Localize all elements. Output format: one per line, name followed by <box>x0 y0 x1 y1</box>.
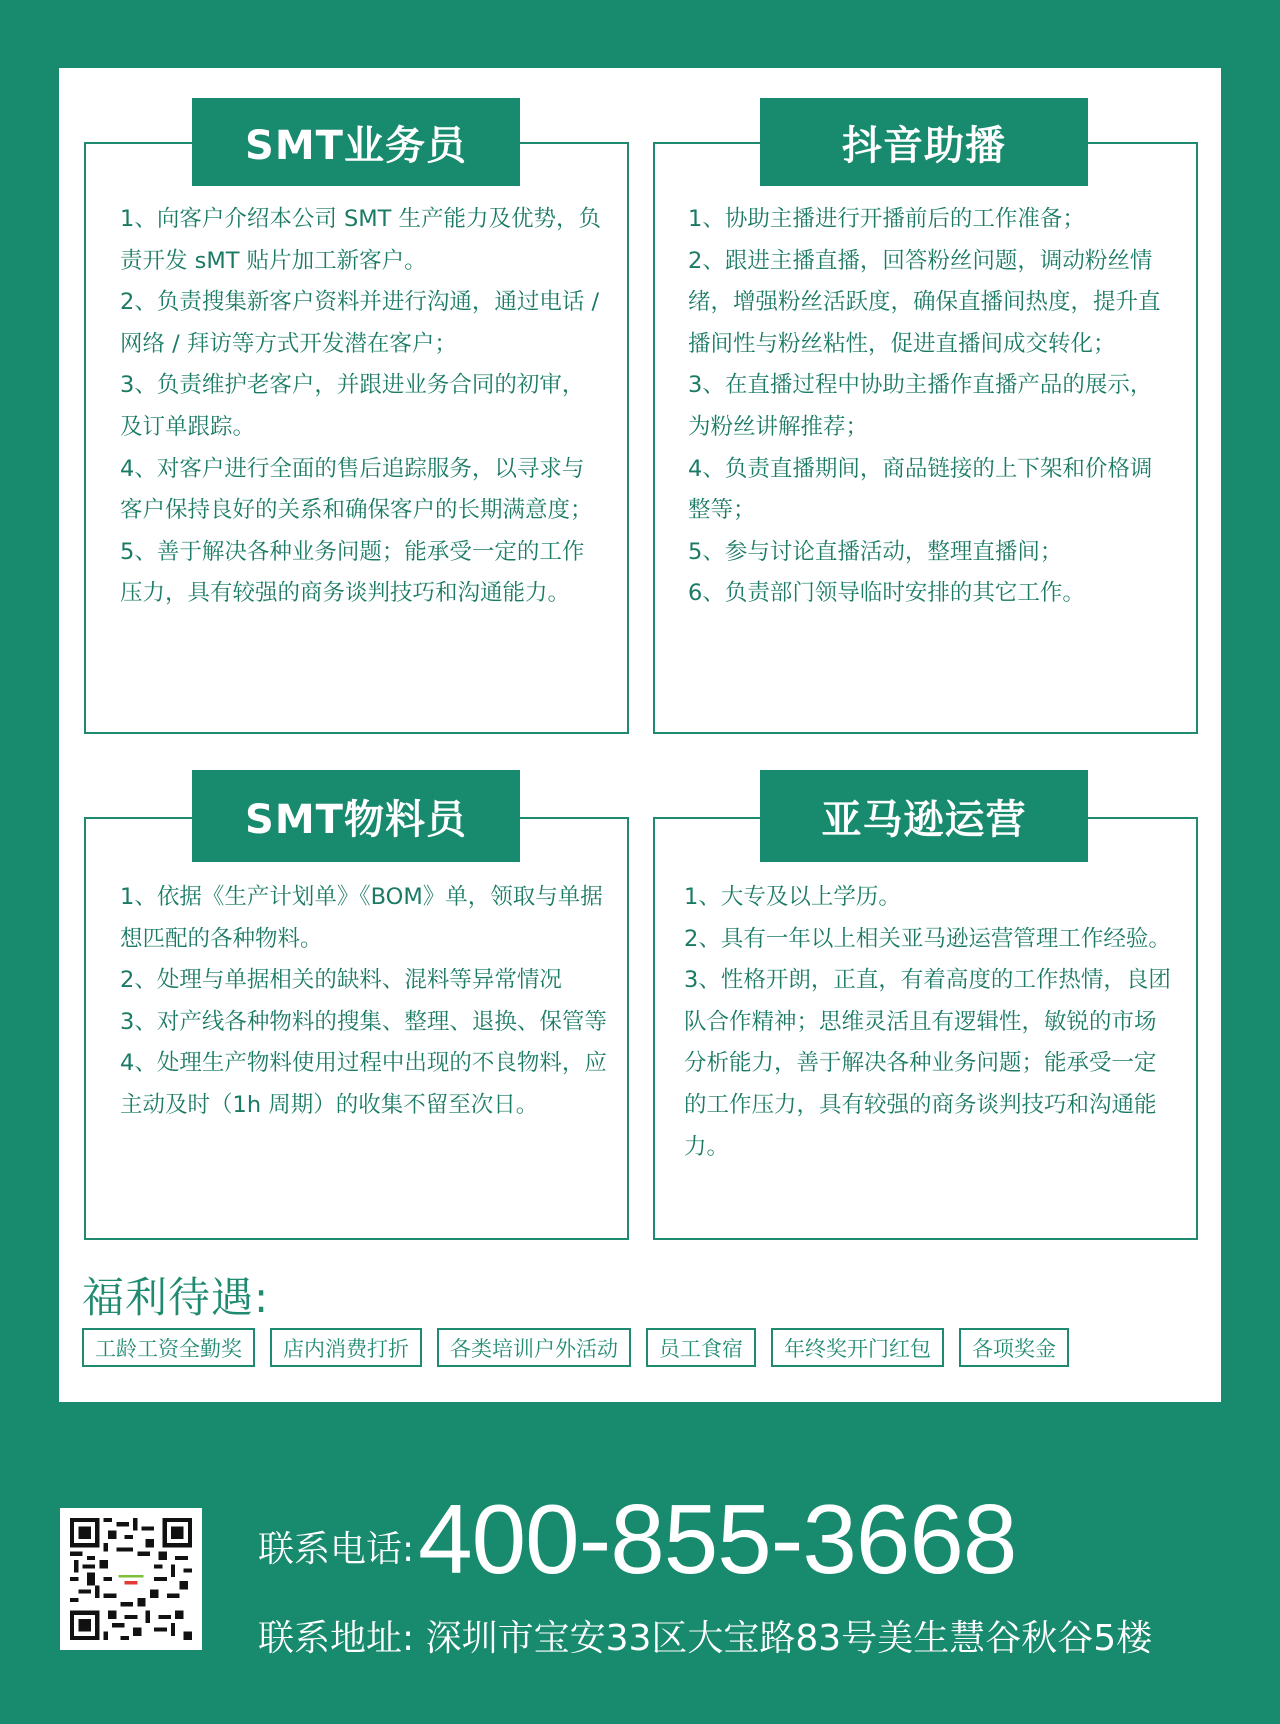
duty-item: 4、处理生产物料使用过程中出现的不良物料，应主动及时（1h 周期）的收集不留至次日。 <box>120 1050 607 1118</box>
job-duties-amazon-ops <box>684 877 1174 1168</box>
duty-item: 3、在直播过程中协助主播作直播产品的展示，为粉丝讲解推荐； <box>688 372 1153 440</box>
qr-code-icon <box>60 1508 202 1650</box>
duty-item: 1、向客户介绍本公司 SMT 生产能力及优势，负责开发 sMT 贴片加工新客户。 <box>120 206 602 274</box>
address-text: 深圳市宝安33区大宝路83号美生慧谷秋谷5楼 <box>425 1618 1153 1659</box>
benefit-tag: 员工食宿 <box>646 1328 756 1367</box>
duty-item: 3、性格开朗，正直，有着高度的工作热情，良团队合作精神；思维灵活且有逻辑性，敏锐的市场分析能力，善于解决各种业务问题；能承受一定的工作压力，具有较强的商务谈判技巧和沟通能力。 <box>684 967 1171 1160</box>
duty-item: 2、跟进主播直播，回答粉丝问题，调动粉丝情绪，增强粉丝活跃度，确保直播间热度，提升直播间性与粉丝粘性，促进直播间成交转化； <box>688 247 1161 357</box>
address-label: 联系地址: <box>258 1618 415 1659</box>
job-duties-smt-material <box>120 877 610 1127</box>
phone-number[interactable]: 400-855-3668 <box>418 1484 1017 1594</box>
job-title-smt-sales: SMT业务员 <box>192 98 520 186</box>
duty-item: 1、协助主播进行开播前后的工作准备； <box>688 206 1085 232</box>
duty-item: 5、参与讨论直播活动，整理直播间； <box>688 538 1063 565</box>
benefits-heading: 福利待遇: <box>82 1273 270 1322</box>
job-duties-smt-sales <box>120 199 602 615</box>
benefit-tag: 工龄工资全勤奖 <box>82 1328 255 1367</box>
benefit-tag: 店内消费打折 <box>270 1328 422 1367</box>
contact-address <box>258 1610 1152 1661</box>
duty-item: 3、对产线各种物料的搜集、整理、退换、保管等 <box>120 1008 607 1035</box>
job-duties-douyin-assistant <box>688 199 1170 615</box>
duty-item: 2、具有一年以上相关亚马逊运营管理工作经验。 <box>684 925 1171 952</box>
duty-item: 5、善于解决各种业务问题；能承受一定的工作压力，具有较强的商务谈判技巧和沟通能力。 <box>120 538 585 607</box>
job-title-douyin-assistant: 抖音助播 <box>760 98 1088 186</box>
duty-item: 3、负责维护老客户，并跟进业务合同的初审，及订单跟踪。 <box>120 372 585 440</box>
phone-label: 联系电话: <box>258 1529 415 1570</box>
duty-item: 1、依据《生产计划单》《BOM》单，领取与单据想匹配的各种物料。 <box>120 884 603 952</box>
duty-item: 4、对客户进行全面的售后追踪服务，以寻求与客户保持良好的关系和确保客户的长期满意度； <box>120 455 593 524</box>
benefit-tag: 各类培训户外活动 <box>437 1328 631 1367</box>
duty-item: 2、负责搜集新客户资料并进行沟通，通过电话 / 网络 / 拜访等方式开发潜在客户； <box>120 289 600 357</box>
benefit-tag: 各项奖金 <box>959 1328 1069 1367</box>
job-title-amazon-ops: 亚马逊运营 <box>760 770 1088 862</box>
duty-item: 4、负责直播期间，商品链接的上下架和价格调整等； <box>688 455 1153 524</box>
benefits-tag-list <box>82 1328 1069 1367</box>
duty-item: 6、负责部门领导临时安排的其它工作。 <box>688 580 1085 607</box>
benefit-tag: 年终奖开门红包 <box>771 1328 944 1367</box>
duty-item: 2、处理与单据相关的缺料、混料等异常情况 <box>120 967 562 994</box>
duty-item: 1、大专及以上学历。 <box>684 884 901 910</box>
job-title-smt-material: SMT物料员 <box>192 770 520 862</box>
contact-phone <box>258 1484 1017 1594</box>
